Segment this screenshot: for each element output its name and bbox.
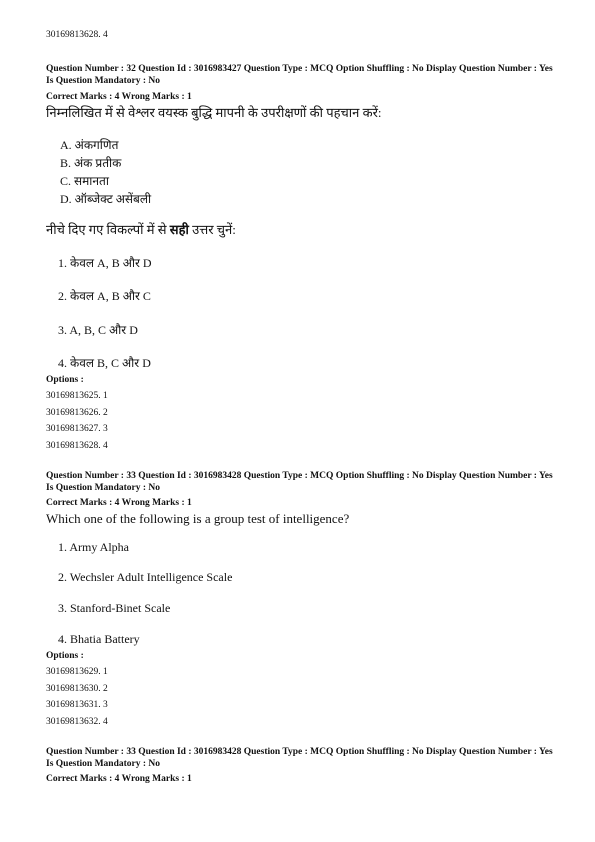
q33-option-id-4: 30169813632. 4	[46, 716, 108, 727]
q32-option-id-2: 30169813626. 2	[46, 407, 108, 418]
q32-instruction	[46, 222, 236, 238]
q32-option-id-1: 30169813625. 1	[46, 391, 108, 401]
q33-choice-4: 4. Bhatia Battery	[58, 632, 140, 646]
q33-marks: Correct Marks : 4 Wrong Marks : 1	[46, 498, 192, 508]
q32-option-ids	[46, 388, 108, 454]
top-option-id: 30169813628. 4	[46, 30, 108, 40]
q32-item-b: B. अंक प्रतीक	[60, 156, 122, 170]
q32-option-id-3: 30169813627. 3	[46, 424, 108, 434]
q33-option-id-1: 30169813629. 1	[46, 667, 108, 677]
q33-header: Question Number : 33 Question Id : 3016983428 Question Type : MCQ Option Shuffling : No Display Question Number : Yes Is Question Mandatory : No	[46, 471, 553, 493]
q32-choice-4: 4. केवल B, C और D	[58, 356, 151, 370]
q32-choice-1: 1. केवल A, B और D	[58, 256, 152, 270]
q32-options-label: Options :	[46, 375, 84, 385]
q32-choice-2: 2. केवल A, B और C	[58, 289, 151, 303]
q33-choice-1: 1. Army Alpha	[58, 540, 129, 554]
q32-instruction-bold: सही	[169, 222, 189, 237]
q32-instruction-pre: नीचे दिए गए विकल्पों में से	[46, 222, 170, 237]
q33-repeat-marks: Correct Marks : 4 Wrong Marks : 1	[46, 774, 192, 784]
q33-option-ids	[46, 664, 108, 730]
q32-item-d: D. ऑब्जेक्ट असेंबली	[60, 192, 152, 206]
q32-marks: Correct Marks : 4 Wrong Marks : 1	[46, 92, 192, 102]
q32-question-text: निम्नलिखित में से वेश्लर वयस्क बुद्धि मापनी के उपरीक्षणों की पहचान करें:	[46, 105, 382, 120]
q32-choice-3: 3. A, B, C और D	[58, 323, 138, 337]
q32-instruction-post: उत्तर चुनें:	[188, 222, 236, 237]
q32-option-id-4: 30169813628. 4	[46, 440, 108, 451]
q33-choice-3: 3. Stanford-Binet Scale	[58, 601, 171, 615]
q33-choice-2: 2. Wechsler Adult Intelligence Scale	[58, 570, 233, 584]
q33-question-text: Which one of the following is a group test of intelligence?	[46, 511, 350, 526]
q33-option-id-3: 30169813631. 3	[46, 700, 108, 710]
q32-header: Question Number : 32 Question Id : 3016983427 Question Type : MCQ Option Shuffling : No Display Question Number : Yes Is Question Mandatory : No	[46, 64, 553, 86]
q33-options-label: Options :	[46, 651, 84, 661]
q32-item-a: A. अंकगणित	[60, 138, 119, 152]
q32-item-c: C. समानता	[60, 174, 110, 188]
q33-repeat-header: Question Number : 33 Question Id : 3016983428 Question Type : MCQ Option Shuffling : No Display Question Number : Yes Is Question Mandatory : No	[46, 747, 553, 769]
q33-option-id-2: 30169813630. 2	[46, 683, 108, 694]
